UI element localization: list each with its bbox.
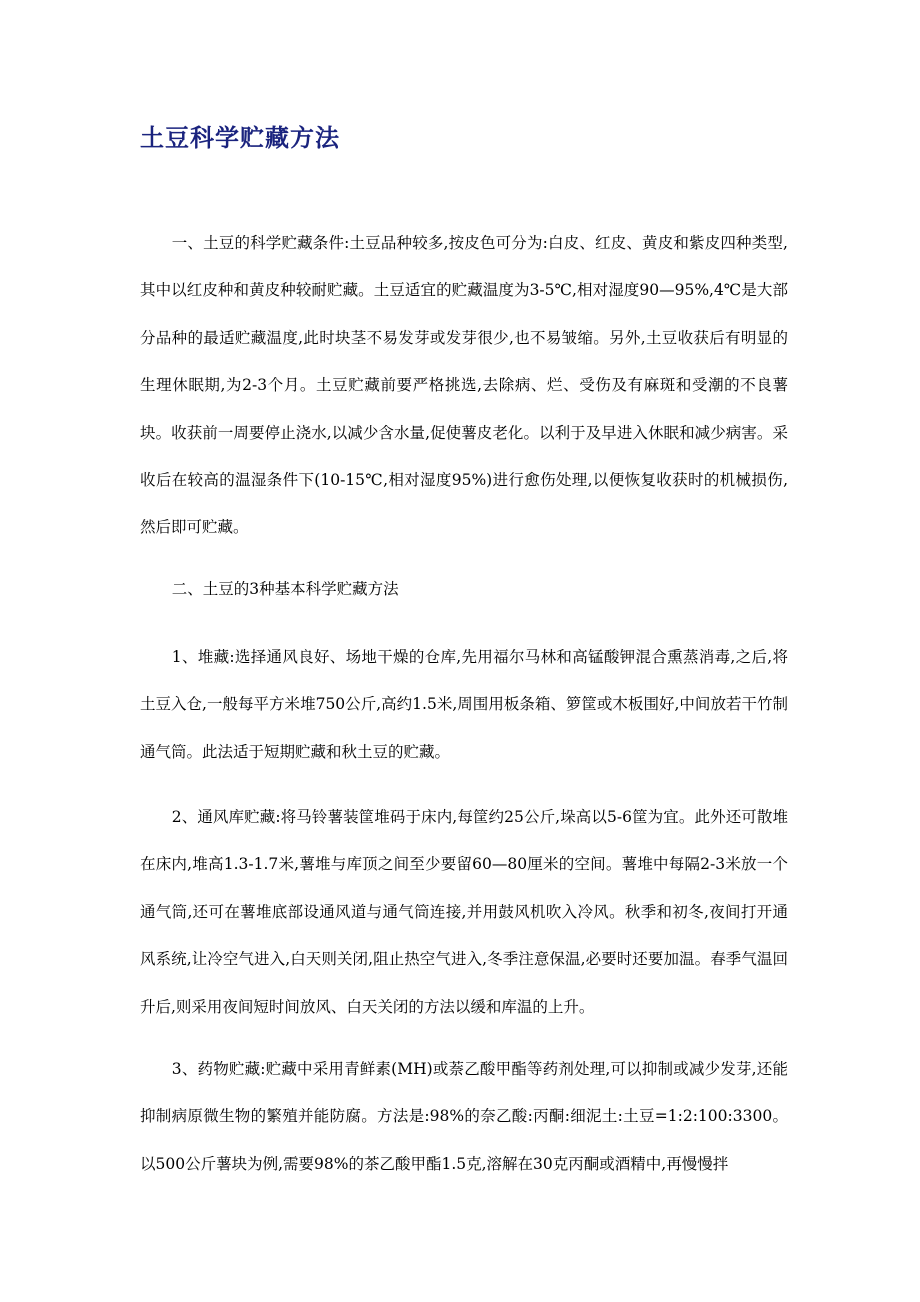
paragraph-chemical-storage: 3、药物贮藏:贮藏中采用青鲜素(MH)或萘乙酸甲酯等药剂处理,可以抑制或减少发芽,还能抑制病原微生物的繁殖并能防腐。方法是:98%的奈乙酸:丙酮:细泥土:土豆=1:2:100:3300。以500公斤薯块为例,需要98%的茶乙酸甲酯1.5克,溶解在30克丙酮或酒精中,再慢慢拌 (140, 1060, 788, 1173)
paragraph-methods-heading: 二、土豆的3种基本科学贮藏方法 (171, 580, 399, 598)
paragraph-pile-storage: 1、堆藏:选择通风良好、场地干燥的仓库,先用福尔马林和高锰酸钾混合熏蒸消毒,之后,将土豆入仓,一般每平方米堆750公斤,高约1.5米,周围用板条箱、箩筐或木板围好,中间放若干竹制通气筒。此法适于短期贮藏和秋土豆的贮藏。 (140, 648, 788, 761)
paragraph-storage-conditions: 一、土豆的科学贮藏条件:土豆品种较多,按皮色可分为:白皮、红皮、黄皮和紫皮四种类型,其中以红皮种和黄皮种较耐贮藏。土豆适宜的贮藏温度为3-5℃,相对湿度90—95%,4℃是大部分品种的最适贮藏温度,此时块茎不易发芽或发芽很少,也不易皱缩。另外,土豆收获后有明显的生理休眠期,为2-3个月。土豆贮藏前要严格挑选,去除病、烂、受伤及有麻斑和受潮的不良薯块。收获前一周要停止浇水,以减少含水量,促使薯皮老化。以利于及早进入休眠和减少病害。采收后在较高的温湿条件下(10-15℃,相对湿度95%)进行愈伤处理,以便恢复收获时的机械损伤,然后即可贮藏。 (140, 234, 788, 537)
paragraph-ventilated-storage: 2、通风库贮藏:将马铃薯装筐堆码于床内,每筐约25公斤,垛高以5-6筐为宜。此外还可散堆在床内,堆高1.3-1.7米,薯堆与库顶之间至少要留60—80厘米的空间。薯堆中每隔2-3米放一个通气筒,还可在薯堆底部设通风道与通气筒连接,并用鼓风机吹入冷风。秋季和初冬,夜间打开通风系统,让冷空气进入,白天则关闭,阻止热空气进入,冬季注意保温,必要时还要加温。春季气温回升后,则采用夜间短时间放风、白天关闭的方法以缓和库温的上升。 (140, 808, 788, 1016)
document-title: 土豆科学贮藏方法 (140, 124, 340, 152)
